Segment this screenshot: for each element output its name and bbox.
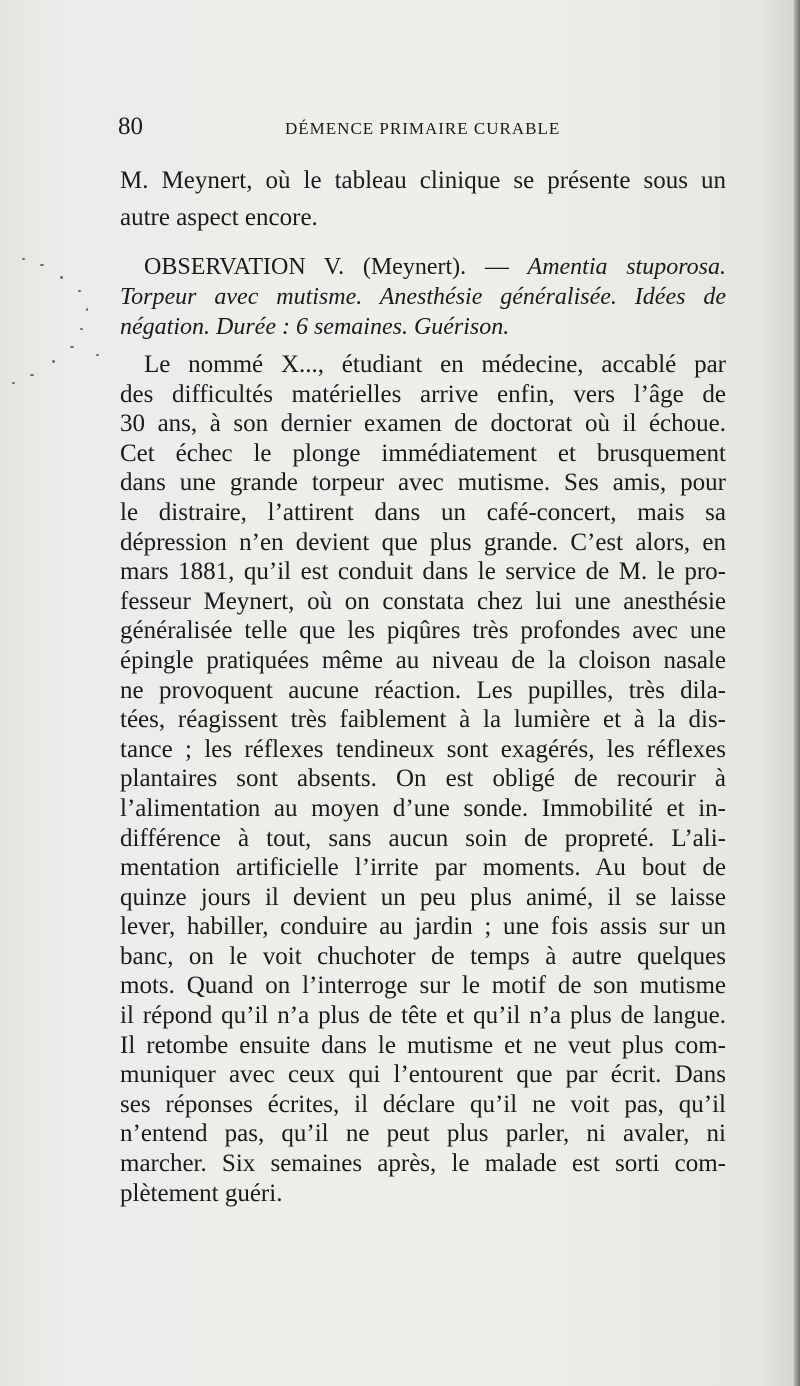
scan-speckle-marks: [0, 250, 110, 410]
text-line: marcher. Six semaines après, le malade est sorti com-: [120, 1150, 726, 1178]
running-title: DÉMENCE PRIMAIRE CURABLE: [285, 119, 561, 138]
observation-diagnosis: Amentia stuporosa.: [527, 254, 726, 280]
observation-label: OBSERVATION V. (Meynert). —: [144, 254, 509, 280]
text-line: épingle pratiquées même au niveau de la cloison nasale: [120, 646, 726, 674]
text-line: plètement guéri.: [120, 1179, 283, 1207]
text-line: mars 1881, qu’il est conduit dans le service de M. le pro-: [120, 558, 726, 586]
text-line: ne provoquent aucune réaction. Les pupilles, très dila-: [120, 676, 726, 704]
case-paragraph: [120, 350, 726, 1208]
page-number: 80: [118, 113, 143, 140]
text-line: muniquer avec ceux qui l’entourent que par écrit. Dans: [120, 1061, 726, 1089]
text-line: lever, habiller, conduire au jardin ; une fois assis sur un: [120, 913, 726, 941]
text-line: fesseur Meynert, où on constata chez lui une anesthésie: [120, 587, 726, 615]
text-line: tance ; les réflexes tendineux sont exagérés, les réflexes: [120, 735, 726, 763]
page-edge-shadow: [794, 0, 800, 1386]
text-line: Il retombe ensuite dans le mutisme et ne veut plus com-: [120, 1031, 726, 1059]
running-header: [118, 113, 718, 149]
text-line: Le nommé X..., étudiant en médecine, accablé par: [144, 351, 726, 378]
text-line: ses réponses écrites, il déclare qu’il ne voit pas, qu’il: [120, 1090, 726, 1118]
text-line: différence à tout, sans aucun soin de propreté. L’ali-: [120, 824, 726, 852]
observation-summary-line: Torpeur avec mutisme. Anesthésie généralisée. Idées de: [120, 284, 726, 310]
text-line: des difficultés matérielles arrive enfin, vers l’âge de: [120, 380, 726, 408]
text-line: mots. Quand on l’interroge sur le motif de son mutisme: [120, 972, 726, 1000]
observation-title-line: [120, 252, 726, 282]
text-line: M. Meynert, où le tableau clinique se présente sous un: [120, 167, 726, 194]
text-line: autre aspect encore.: [120, 204, 318, 231]
observation-heading: [120, 252, 726, 342]
text-line: dépression n’en devient que plus grande. C’est alors, en: [120, 528, 726, 556]
text-line: n’entend pas, qu’il ne peut plus parler, ni avaler, ni: [120, 1120, 726, 1148]
text-line: l’alimentation au moyen d’une sonde. Immobilité et in-: [120, 794, 726, 822]
text-line: quinze jours il devient un peu plus animé, il se laisse: [120, 883, 726, 911]
text-line: mentation artificielle l’irrite par moments. Au bout de: [120, 854, 726, 882]
text-line: le distraire, l’attirent dans un café-concert, mais sa: [120, 498, 726, 526]
observation-summary-line: négation. Durée : 6 semaines. Guérison.: [120, 314, 510, 340]
text-line: banc, on le voit chuchoter de temps à autre quelques: [120, 942, 726, 970]
text-line: il répond qu’il n’a plus de tête et qu’il n’a plus de langue.: [120, 1002, 726, 1030]
text-line: Cet échec le plonge immédiatement et brusquement: [120, 439, 726, 467]
text-line: 30 ans, à son dernier examen de doctorat où il échoue.: [120, 410, 726, 438]
text-line: généralisée telle que les piqûres très profondes avec une: [120, 617, 726, 645]
text-line: dans une grande torpeur avec mutisme. Ses amis, pour: [120, 469, 726, 497]
intro-paragraph: [120, 162, 726, 236]
text-line: plantaires sont absents. On est obligé de recourir à: [120, 765, 726, 793]
text-line: tées, réagissent très faiblement à la lumière et à la dis-: [120, 706, 726, 734]
